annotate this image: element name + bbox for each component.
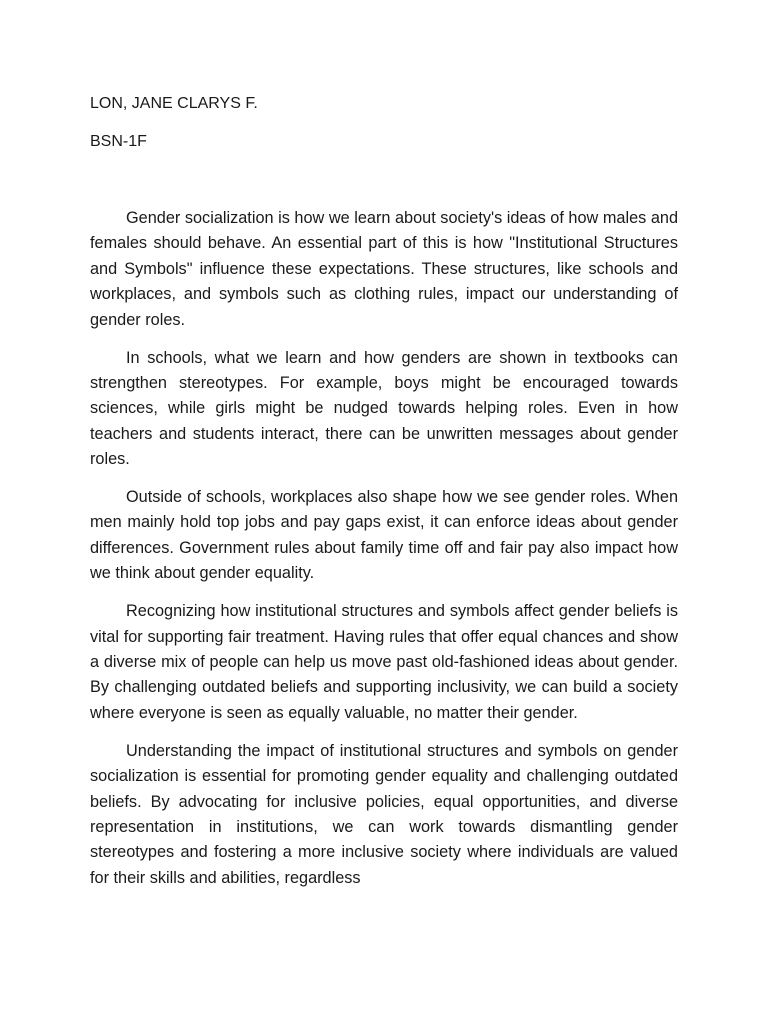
paragraph-1: Gender socialization is how we learn about society's ideas of how males and females should behave. An essential part of this is how "Institutional Structures and Symbols" influence these expectations. These structures, like schools and workplaces, and symbols such as clothing rules, impact our understanding of gender roles. <box>90 209 678 329</box>
paragraph-5: Understanding the impact of institutional structures and symbols on gender socialization is essential for promoting gender equality and challenging outdated beliefs. By advocating for inclusive policies, equal opportunities, and diverse representation in institutions, we can work towards dismantling gender stereotypes and fostering a more inclusive society where individuals are valued for their skills and abilities, regardless <box>90 741 678 887</box>
author-name: LON, JANE CLARYS F. <box>90 95 258 112</box>
paragraph-3: Outside of schools, workplaces also shape how we see gender roles. When men mainly hold top jobs and pay gaps exist, it can enforce ideas about gender differences. Government rules about family time off and fair pay also impact how we think about gender equality. <box>90 488 678 583</box>
essay-body <box>90 206 678 904</box>
paragraph-2: In schools, what we learn and how genders are shown in textbooks can strengthen stereotypes. For example, boys might be encouraged towards sciences, while girls might be nudged towards helping roles. Even in how teachers and students interact, there can be unwritten messages about gender roles. <box>90 348 678 469</box>
paragraph-4: Recognizing how institutional structures and symbols affect gender beliefs is vital for supporting fair treatment. Having rules that offer equal chances and show a diverse mix of people can help us move past old-fashioned ideas about gender. By challenging outdated beliefs and supporting inclusivity, we can build a society where everyone is seen as equally valuable, no matter their gender. <box>90 602 678 722</box>
author-section: BSN-1F <box>90 133 147 150</box>
